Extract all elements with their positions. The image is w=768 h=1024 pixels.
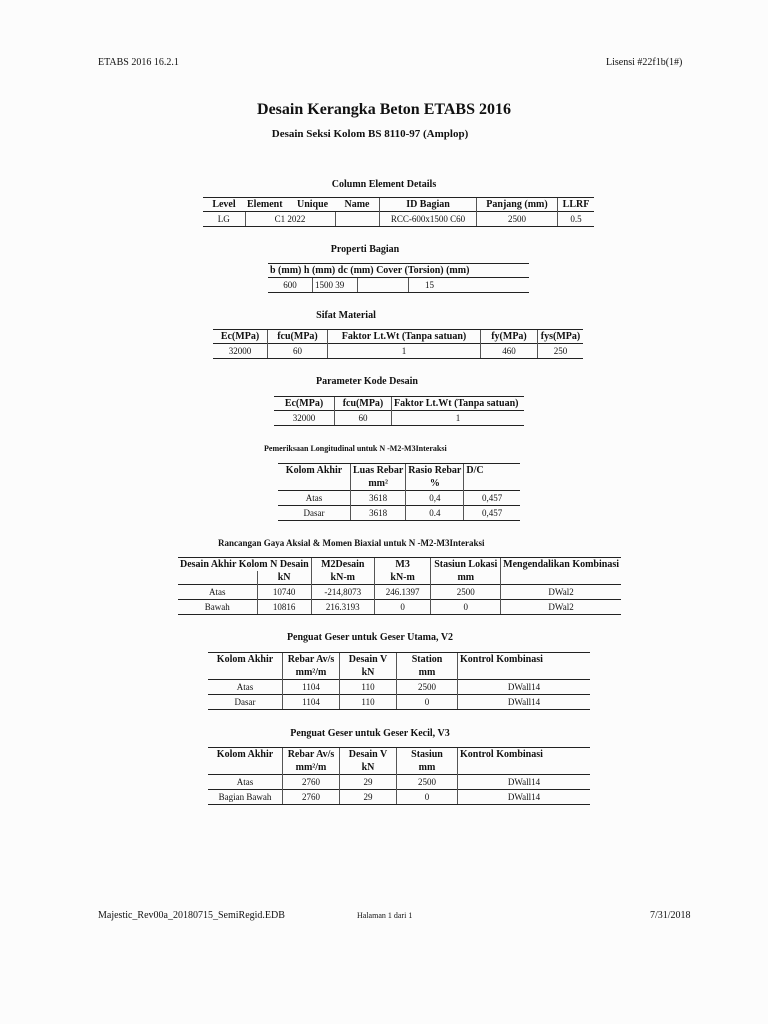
table-row: [178, 600, 621, 615]
geser-utama-heading: Penguat Geser untuk Geser Utama, V2: [286, 632, 454, 643]
cell: [358, 278, 409, 293]
table-row: [208, 680, 590, 695]
cell: 2500: [431, 585, 501, 600]
geser-utama-table: [208, 652, 590, 710]
table-row: [203, 212, 594, 227]
cell: DWall14: [458, 775, 591, 790]
cell: DWall14: [458, 695, 591, 710]
col-header: Kontrol Kombinasi: [458, 748, 591, 762]
unit-label: [464, 477, 520, 491]
col-header: M2Desain: [311, 558, 374, 572]
unit-label: kN: [340, 761, 397, 775]
cell: 2500: [477, 212, 558, 227]
col-header: Desain V: [340, 653, 397, 667]
cell: 110: [340, 680, 397, 695]
col-header: Level: [203, 198, 245, 212]
cell: Atas: [208, 775, 283, 790]
unit-label: [458, 666, 591, 680]
cell: 250: [538, 344, 584, 359]
cell: 1500 39: [313, 278, 358, 293]
cell: DWall14: [458, 790, 591, 805]
unit-label: [458, 761, 591, 775]
unit-label: kN-m: [374, 571, 431, 585]
cell: 10816: [257, 600, 311, 615]
table-row: [278, 491, 520, 506]
col-header: Kolom Akhir: [208, 653, 283, 667]
cell: 0,457: [464, 506, 520, 521]
col-header: Name: [335, 198, 380, 212]
col-header: D/C: [464, 464, 520, 478]
unit-label: [208, 761, 283, 775]
file-name: Majestic_Rev00a_20180715_SemiRegid.EDB: [98, 910, 285, 921]
app-version: ETABS 2016 16.2.1: [98, 57, 179, 68]
table-row: [208, 695, 590, 710]
cell: 2760: [283, 775, 340, 790]
cell: 2500: [397, 775, 458, 790]
col-header: Faktor Lt.Wt (Tanpa satuan): [328, 330, 481, 344]
cell: LG: [203, 212, 245, 227]
parameter-kode-heading: Parameter Kode Desain: [315, 376, 418, 387]
properti-bagian-table: [268, 263, 529, 293]
unit-label: mm²/m: [283, 761, 340, 775]
cell: [335, 212, 380, 227]
col-header: Rebar Av/s: [283, 748, 340, 762]
cell: 1104: [283, 695, 340, 710]
unit-label: mm: [397, 666, 458, 680]
parameter-kode-table: [274, 396, 524, 426]
sifat-material-heading: Sifat Material: [316, 310, 376, 321]
cell: Bagian Bawah: [208, 790, 283, 805]
cell: 0,457: [464, 491, 520, 506]
col-header: fcu(MPa): [268, 330, 328, 344]
col-header: Desain Akhir Kolom N Desain: [178, 558, 311, 572]
cell: 2500: [397, 680, 458, 695]
cell: 2760: [283, 790, 340, 805]
table-row: [274, 411, 524, 426]
page-title: Desain Kerangka Beton ETABS 2016: [257, 101, 511, 118]
page-number: Halaman 1 dari 1: [357, 911, 413, 920]
unit-label: [208, 666, 283, 680]
column-details-heading: Column Element Details: [331, 179, 437, 190]
col-header: Kolom Akhir: [208, 748, 283, 762]
cell: DWall14: [458, 680, 591, 695]
cell: -214,8073: [311, 585, 374, 600]
cell: 0,4: [406, 491, 464, 506]
properti-bagian-heading: Properti Bagian: [330, 244, 400, 255]
rancangan-heading: Rancangan Gaya Aksial & Momen Biaxial untuk N -M2-M3Interaksi: [218, 538, 485, 548]
cell: 0: [397, 790, 458, 805]
col-header: Ec(MPa): [274, 397, 335, 411]
cell: 1: [392, 411, 525, 426]
unit-label: kN-m: [311, 571, 374, 585]
col-header: fys(MPa): [538, 330, 584, 344]
col-header: Kontrol Kombinasi: [458, 653, 591, 667]
cell: 29: [340, 775, 397, 790]
cell: 0: [431, 600, 501, 615]
unit-label: [278, 477, 351, 491]
cell: 1104: [283, 680, 340, 695]
geser-kecil-heading: Penguat Geser untuk Geser Kecil, V3: [290, 728, 450, 739]
col-header: Rebar Av/s: [283, 653, 340, 667]
cell: Bawah: [178, 600, 257, 615]
col-header: Ec(MPa): [213, 330, 268, 344]
table-row: [213, 344, 583, 359]
col-header: fcu(MPa): [335, 397, 392, 411]
unit-label: mm²: [351, 477, 406, 491]
cell: 60: [335, 411, 392, 426]
cell: 3618: [351, 506, 406, 521]
cell: 0.5: [558, 212, 595, 227]
sifat-material-table: [213, 329, 583, 359]
cell: 216.3193: [311, 600, 374, 615]
page-subtitle: Desain Seksi Kolom BS 8110-97 (Amplop): [271, 128, 469, 140]
cell: 110: [340, 695, 397, 710]
cell: 1: [328, 344, 481, 359]
pemeriksaan-heading: Pemeriksaan Longitudinal untuk N -M2-M3Interaksi: [264, 444, 447, 453]
table-row: [278, 506, 520, 521]
col-header: b (mm) h (mm) dc (mm) Cover (Torsion) (mm): [268, 264, 529, 278]
cell: 246.1397: [374, 585, 431, 600]
unit-label: kN: [340, 666, 397, 680]
cell: 10740: [257, 585, 311, 600]
report-date: 7/31/2018: [650, 910, 691, 921]
cell: Atas: [208, 680, 283, 695]
cell: Atas: [178, 585, 257, 600]
unit-label: kN: [257, 571, 311, 585]
col-header: Panjang (mm): [477, 198, 558, 212]
unit-label: [501, 571, 621, 585]
table-row: [208, 775, 590, 790]
cell: Dasar: [208, 695, 283, 710]
cell: DWal2: [501, 585, 621, 600]
cell: 460: [481, 344, 538, 359]
cell: 15: [409, 278, 530, 293]
cell: Dasar: [278, 506, 351, 521]
unit-label: mm²/m: [283, 666, 340, 680]
col-header: Mengendalikan Kombinasi: [501, 558, 621, 572]
cell: 3618: [351, 491, 406, 506]
cell: DWal2: [501, 600, 621, 615]
table-row: [178, 585, 621, 600]
cell: 60: [268, 344, 328, 359]
unit-label: mm: [397, 761, 458, 775]
cell: 0: [397, 695, 458, 710]
rancangan-table: [178, 557, 621, 615]
unit-label: [178, 571, 257, 585]
cell: 32000: [213, 344, 268, 359]
col-header: Element: [245, 198, 295, 212]
table-row: [208, 790, 590, 805]
unit-label: mm: [431, 571, 501, 585]
col-header: Kolom Akhir: [278, 464, 351, 478]
column-details-table: [203, 197, 594, 227]
col-header: M3: [374, 558, 431, 572]
col-header: fy(MPa): [481, 330, 538, 344]
col-header: Stasiun: [397, 748, 458, 762]
col-header: ID Bagian: [380, 198, 477, 212]
geser-kecil-table: [208, 747, 590, 805]
col-header: Stasiun Lokasi: [431, 558, 501, 572]
cell: RCC-600x1500 C60: [380, 212, 477, 227]
cell: 32000: [274, 411, 335, 426]
col-header: Station: [397, 653, 458, 667]
cell: 29: [340, 790, 397, 805]
col-header: Faktor Lt.Wt (Tanpa satuan): [392, 397, 525, 411]
col-header: Desain V: [340, 748, 397, 762]
col-header: LLRF: [558, 198, 595, 212]
col-header: Luas Rebar: [351, 464, 406, 478]
pemeriksaan-table: [278, 463, 520, 521]
license-number: Lisensi #22f1b(1#): [606, 57, 683, 68]
cell: 600: [268, 278, 313, 293]
cell: Atas: [278, 491, 351, 506]
unit-label: %: [406, 477, 464, 491]
cell: C1 2022: [245, 212, 335, 227]
col-header: Rasio Rebar: [406, 464, 464, 478]
cell: 0: [374, 600, 431, 615]
cell: 0.4: [406, 506, 464, 521]
table-row: [268, 278, 529, 293]
col-header: Unique: [295, 198, 335, 212]
